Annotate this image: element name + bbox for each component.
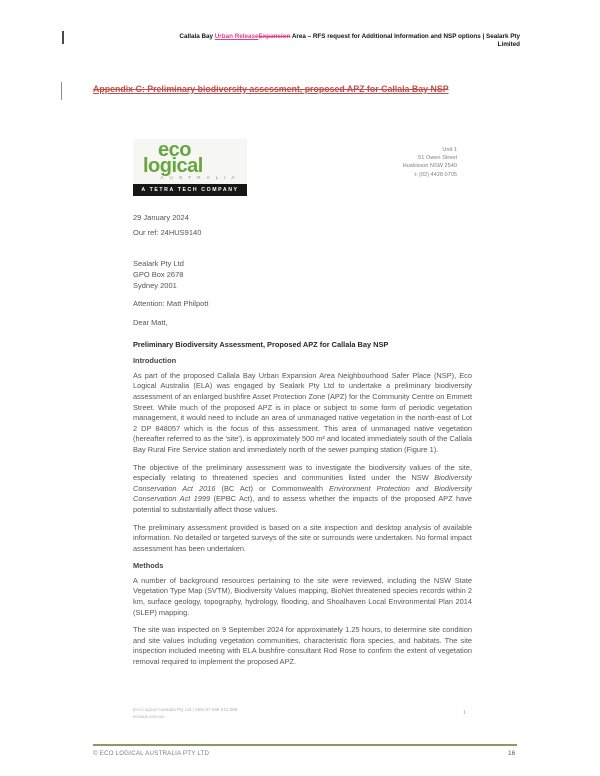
text-run: The preliminary assessment provided is based on a site inspection and desktop analysis of available information. No detailed or targeted surveys of the site or surrounds were undertaken. No formal impact assessment has been undertaken. [133,522,472,553]
body-paragraph [133,523,472,555]
letter-ref: Our ref: 24HUS9140 [133,228,202,237]
logo-word-eco: eco [158,139,191,161]
letter-footer-abn: Eco Logical Australia Pty Ltd | ABN 87 096 512 088 [133,707,238,712]
footer-rule [93,744,517,746]
contact-line: Unit 1 [442,147,457,153]
footer-copyright: © ECO LOGICAL AUSTRALIA PTY LTD [93,750,210,757]
section-heading: Methods [133,561,164,571]
logo-word-australia: A U S T R A L I A [160,176,237,181]
letter-subject: Preliminary Biodiversity Assessment, Proposed APZ for Callala Bay NSP [133,339,389,349]
appendix-heading: Appendix C: Preliminary biodiversity assessment, proposed APZ for Callala Bay NSP [93,84,449,94]
salutation: Dear Matt, [133,318,168,327]
italic-run: Environment Protection and Biodiversity Conservation Act 1999 [133,483,472,504]
eco-logical-wordmark [133,139,247,181]
text-run: (EPBC Act), and to assess whether the impacts of the proposed APZ have potential to substantially affect those values. [133,494,472,514]
text-run: The objective of the preliminary assessment was to investigate the biodiversity values of the site, especially relating to threatened species and communities listed under the NSW [133,462,472,483]
text-run: (BC Act) or Commonwealth [215,483,330,493]
eco-logical-logo [133,139,247,196]
letter-page-number: 1 [463,710,467,716]
text-run: A number of background resources pertaining to the site were reviewed, including the NSW State Vegetation Type Map (SVTM), Biodiversity Values mapping, BioNet threatened species records within 2 km, surface geology, topography, hydrology, flooding, and Shoalhaven Local Environmental Plan 2014 (SLEP) mapping. [133,575,472,617]
body-paragraph [133,576,472,618]
letter-footer-url: ecoaus.com.au [133,713,165,719]
logo-word-logical: logical [143,155,203,177]
italic-run: Biodiversity Conservation Act 2016 [133,473,472,493]
report-header [160,33,520,49]
report-page-number: 16 [508,750,516,757]
text-run: As part of the proposed Callala Bay Urban Expansion Area Neighbourhood Safer Place (NSP), Eco Logical Australia (ELA) was engaged by Sealark Pty Ltd to undertake a preliminary biodiversity assessment of an enlarged bushfire Asset Protection Zone (APZ) for the Community Centre on Emmett Street. While much of the proposed APZ is in place or subject to some form of periodic vegetation management, it would need to include an area of unmanaged native vegetation in the north-east of Lot 2 DP 848057 which is the focus of this assessment. This area of unmanaged native vegetation (hereafter referred to as the 'site'), is approximately 500 m² and located immediately south of the Callala Bay Rural Fire Service station and immediately north of the sewer pumping station (Figure 1). [133,370,472,454]
recipient-address [133,258,472,291]
recipient-line: GPO Box 2678 [133,270,184,279]
recipient-line: Sydney 2001 [133,281,177,290]
text-run: The site was inspected on 9 September 2024 for approximately 1.25 hours, to determine site condition and site values including vegetation communities, characteristic flora species, and habitats. The site inspection included meeting with ELA bushfire consultant Rod Rose to confirm the extent of vegetation removal required to implement the proposed APZ. [133,625,472,667]
text-run: Area – RFS request for Additional Information and NSP options | Sealark Pty Limited [290,33,520,48]
section-heading: Introduction [133,356,177,366]
body-paragraph [133,371,472,456]
contact-line: 51 Owen Street [418,155,457,162]
contact-line: Huskisson NSW 2540 [402,163,457,170]
deleted-text-run: Expansion [258,33,291,40]
attention-line: Attention: Matt Philpott [133,299,209,308]
inserted-text-run: Urban Release [214,33,259,40]
contact-line: t: (02) 4428 0705 [414,171,457,178]
body-paragraph [133,463,472,516]
letter-address-block [133,212,472,309]
recipient-line: Sealark Pty Ltd [133,259,184,268]
tetra-tech-tagline: A TETRA TECH COMPANY [133,184,247,196]
body-paragraph [133,625,472,667]
letterhead-contact [403,146,457,179]
letter-sections [133,356,472,667]
change-bar [62,31,64,44]
text-run: Callala Bay [179,33,215,40]
letter-date: 29 January 2024 [133,213,189,222]
letter-footer [133,707,237,721]
change-bar [61,82,62,100]
letter-body [133,318,472,675]
